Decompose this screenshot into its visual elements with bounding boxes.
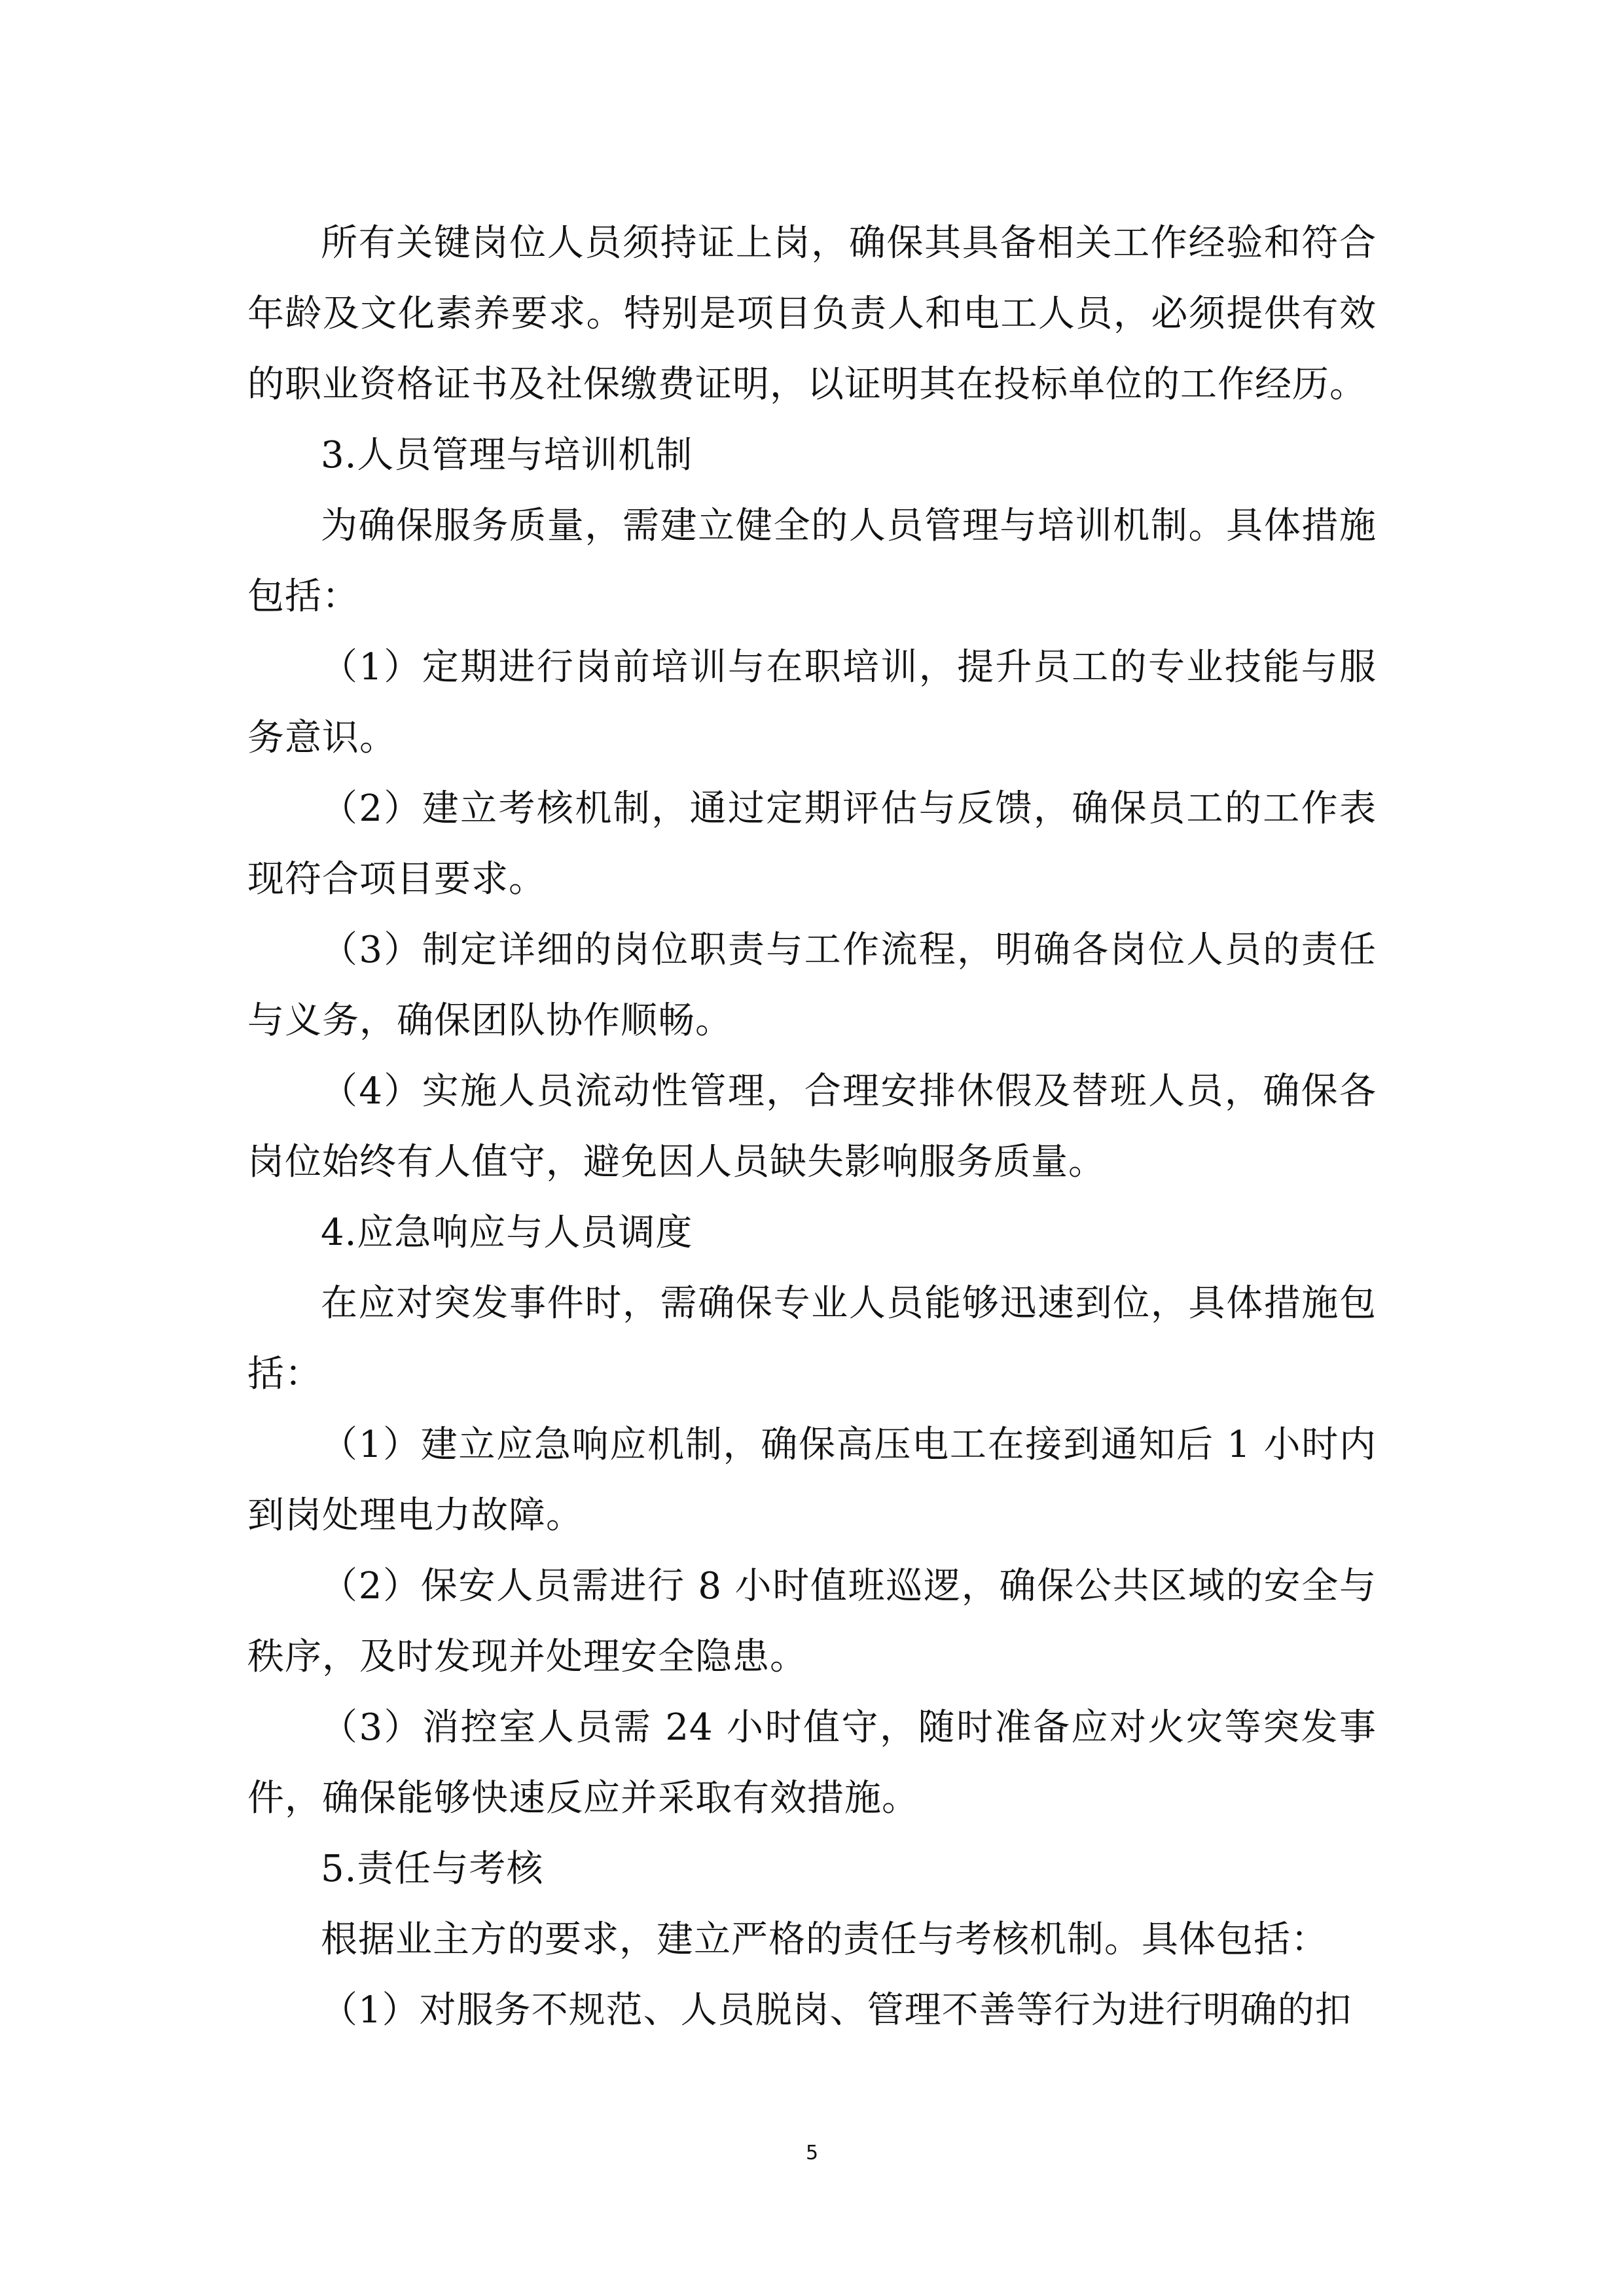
list-item-emergency-2: （2）保安人员需进行 8 小时值班巡逻，确保公共区域的安全与秩序，及时发现并处理安全隐患。 (247, 1565, 1377, 1678)
list-item-training-3: （3）制定详细的岗位职责与工作流程，明确各岗位人员的责任与义务，确保团队协作顺畅。 (247, 929, 1377, 1042)
list-item-training-2: （2）建立考核机制，通过定期评估与反馈，确保员工的工作表现符合项目要求。 (247, 787, 1377, 901)
list-item-emergency-3: （3）消控室人员需 24 小时值守，随时准备应对火灾等突发事件，确保能够快速反应并采取有效措施。 (247, 1706, 1377, 1820)
list-item-responsibility-1: （1）对服务不规范、人员脱岗、管理不善等行为进行明确的扣 (321, 1989, 1352, 2032)
paragraph-emergency-intro: 在应对突发事件时，需确保专业人员能够迅速到位，具体措施包括： (247, 1282, 1377, 1395)
paragraph-training-intro: 为确保服务质量，需建立健全的人员管理与培训机制。具体措施包括： (247, 505, 1377, 618)
document-body (247, 208, 1377, 2046)
section-heading-3: 3.人员管理与培训机制 (321, 434, 693, 476)
paragraph-certification: 所有关键岗位人员须持证上岗，确保其具备相关工作经验和符合年龄及文化素养要求。特别是项目负责人和电工人员，必须提供有效的职业资格证书及社保缴费证明，以证明其在投标单位的工作经历。 (247, 222, 1377, 406)
list-item-emergency-1: （1）建立应急响应机制，确保高压电工在接到通知后 1 小时内到岗处理电力故障。 (247, 1424, 1377, 1537)
paragraph-responsibility-intro: 根据业主方的要求，建立严格的责任与考核机制。具体包括： (321, 1918, 1328, 1961)
list-item-training-1: （1）定期进行岗前培训与在职培训，提升员工的专业技能与服务意识。 (247, 646, 1377, 759)
section-heading-4: 4.应急响应与人员调度 (321, 1211, 693, 1254)
list-item-training-4: （4）实施人员流动性管理，合理安排休假及替班人员，确保各岗位始终有人值守，避免因人员缺失影响服务质量。 (247, 1070, 1377, 1183)
section-heading-5: 5.责任与考核 (321, 1848, 544, 1890)
page-number: 5 (805, 2142, 819, 2164)
